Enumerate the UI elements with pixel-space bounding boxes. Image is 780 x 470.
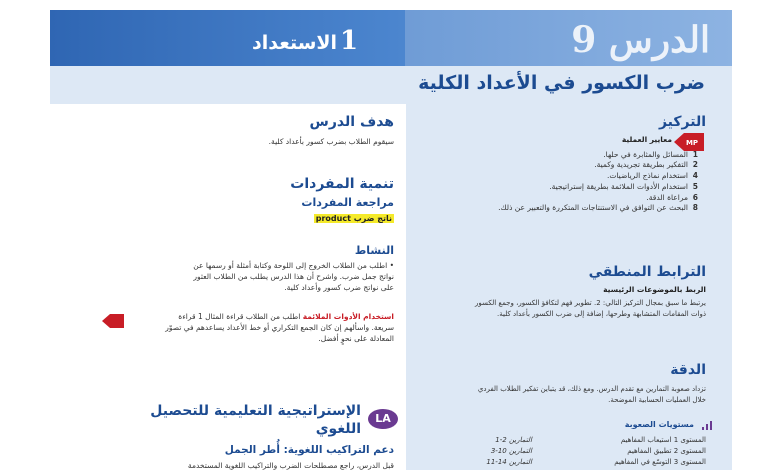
activity-heading: النشاط bbox=[354, 244, 394, 257]
level-range-3: التمارين 14-11 bbox=[486, 458, 532, 466]
vocab-heading: تنمية المفردات bbox=[290, 176, 394, 192]
focus-item-4-num: 5 bbox=[692, 182, 698, 191]
focus-item-6 bbox=[498, 203, 698, 213]
levels-heading: مستويات الصعوبة bbox=[624, 420, 694, 429]
strategy-heading-l2: اللغوي bbox=[315, 421, 361, 437]
strategy-heading bbox=[150, 402, 361, 438]
svg-text:MP: MP bbox=[685, 139, 699, 147]
vocab-review-heading: مراجعة المفردات bbox=[301, 196, 394, 209]
activity-b2-l3: المعادلة على نحوٍ أفضل. bbox=[318, 334, 394, 343]
goal-heading: هدف الدرس bbox=[309, 114, 394, 130]
strategy-cut-text: قبل الدرس، راجع مصطلحات الضرب والتراكيب اللغوية المستخدمة bbox=[187, 461, 394, 470]
focus-item-6-num: 8 bbox=[692, 203, 698, 212]
vocab-term bbox=[314, 214, 394, 223]
header-prep-band bbox=[50, 10, 405, 66]
prep-word: الاستعداد bbox=[252, 32, 338, 54]
goal-text: سيقوم الطلاب بضرب كسور بأعداد كلية. bbox=[268, 137, 394, 146]
activity-b2-l1 bbox=[124, 311, 394, 322]
activity-b1-l3: على نواتج ضرب كسور وأعداد كلية. bbox=[284, 283, 394, 292]
activity-b2-text: اطلب من الطلاب قراءة المثال 1 قراءة bbox=[178, 312, 301, 321]
focus-item-6-text: البحث عن التوافق في الاستنتاجات المتكررة والتعبير عن ذلك. bbox=[498, 203, 688, 212]
coherence-text bbox=[410, 298, 706, 320]
level-row-1: المستوى 1 استيعاب المفاهيم bbox=[620, 436, 706, 444]
activity-b1-l2: نواتج جمل ضرب. واشرح أن هذا الدرس يطلب من الطلاب العثور bbox=[193, 272, 394, 281]
focus-item-3 bbox=[607, 171, 698, 181]
rigor-heading: الدقة bbox=[670, 362, 706, 378]
coherence-line-2: ذوات المقامات المتشابهة وطرحها، إضافة إلى ضرب الكسور بأعداد كلية. bbox=[497, 310, 706, 318]
coherence-line-1: يرتبط ما سبق بمجال التركيز التالي: 2. تطوير فهم لتكافؤ الكسور، وجمع الكسور bbox=[474, 299, 706, 307]
activity-bullet-1 bbox=[124, 260, 394, 293]
focus-heading: التركيز bbox=[658, 114, 706, 130]
coherence-sub: الربط بالموضوعات الرئيسية bbox=[603, 285, 706, 294]
level-range-2: التمارين 10-3 bbox=[490, 447, 532, 455]
textbook-page bbox=[50, 10, 732, 470]
activity-b1-l1: • اطلب من الطلاب الخروج إلى اللوحة وكتابة أمثلة أو رسمها عن bbox=[193, 261, 394, 270]
level-range-1: التمارين 2-1 bbox=[495, 436, 532, 444]
prep-number: 1 bbox=[340, 26, 359, 56]
rigor-line-2: خلال العمليات الحسابية الموضحة. bbox=[608, 396, 706, 404]
focus-item-5-text: مراعاة الدقة. bbox=[646, 193, 688, 202]
vocab-term-highlight: ناتج ضرب product bbox=[315, 214, 392, 223]
focus-sub: معايير العملية bbox=[621, 135, 672, 144]
focus-item-2 bbox=[594, 160, 698, 170]
level-row-3: المستوى 3 التوسّع في المفاهيم bbox=[614, 458, 706, 466]
mp-arrow-icon bbox=[674, 133, 704, 151]
strategy-heading-l1: الإستراتيجية التعليمية للتحصيل bbox=[150, 403, 361, 419]
right-column bbox=[406, 104, 732, 470]
focus-item-1 bbox=[603, 150, 698, 160]
focus-item-1-num: 1 bbox=[692, 150, 698, 159]
lesson-label: الدرس 9 bbox=[571, 19, 710, 61]
activity-b2-highlight: استخدام الأدوات الملائمة bbox=[302, 312, 394, 321]
coherence-heading: الترابط المنطقي bbox=[588, 264, 706, 280]
bullet-arrow-icon bbox=[102, 314, 124, 328]
rigor-line-1: تزداد صعوبة التمارين مع تقدم الدرس. ومع ذلك، قد يتباين تفكير الطلاب الفردي bbox=[477, 385, 706, 393]
left-column bbox=[50, 104, 406, 470]
focus-item-1-text: المسائل والمثابرة في حلها. bbox=[603, 150, 688, 159]
focus-item-4-text: استخدام الأدوات الملائمة بطريقة إستراتيجية. bbox=[549, 182, 688, 191]
la-badge: LA bbox=[368, 409, 398, 429]
focus-item-3-text: استخدام نماذج الرياضيات. bbox=[606, 171, 688, 180]
focus-item-5-num: 6 bbox=[692, 193, 698, 202]
focus-item-2-num: 2 bbox=[692, 160, 698, 169]
focus-item-2-text: التفكير بطريقة تجريدية وكمية. bbox=[594, 160, 688, 169]
level-row-2: المستوى 2 تطبيق المفاهيم bbox=[627, 447, 706, 455]
header-lesson-band bbox=[405, 10, 732, 66]
focus-item-3-num: 4 bbox=[692, 171, 698, 180]
lesson-title: ضرب الكسور في الأعداد الكلية bbox=[418, 72, 705, 94]
activity-bullet-2 bbox=[124, 311, 394, 344]
focus-item-5 bbox=[646, 193, 698, 203]
strategy-sub: دعم التراكيب اللغوية: أُطر الجمل bbox=[224, 444, 394, 456]
activity-b2-l2: سريعة. واسألهم إن كان الجمع التكراري أو خط الأعداد يساعدهم في تصوّر bbox=[165, 323, 394, 332]
rigor-text bbox=[410, 384, 706, 406]
focus-item-4 bbox=[549, 182, 698, 192]
level-bars-icon bbox=[702, 421, 712, 430]
